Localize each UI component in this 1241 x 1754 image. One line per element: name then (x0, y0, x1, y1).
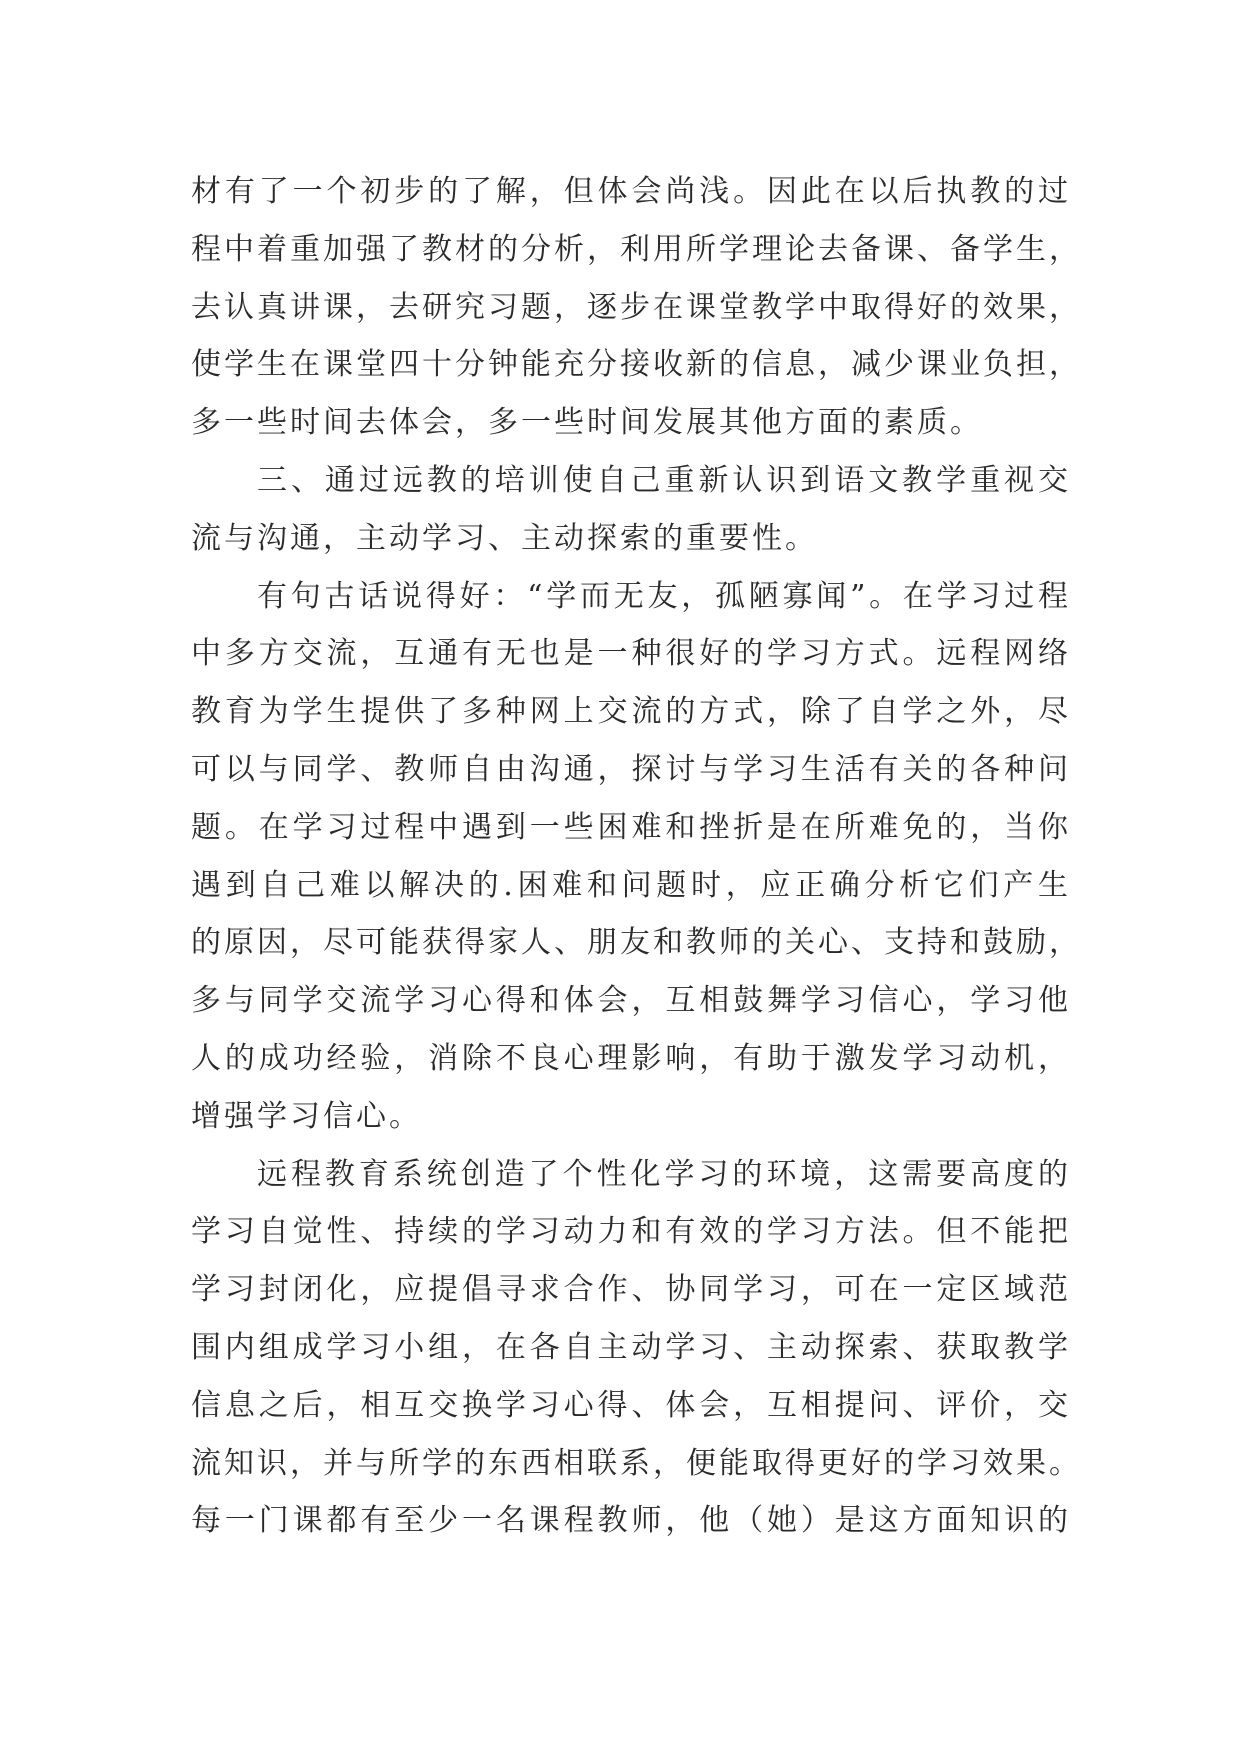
text-line: 多一些时间去体会，多一些时间发展其他方面的素质。 (191, 405, 983, 441)
text-line: 题。在学习过程中遇到一些困难和挫折是在所难免的，当你 (191, 809, 1071, 845)
body-text (191, 163, 1082, 1550)
text-line: 教育为学生提供了多种网上交流的方式，除了自学之外，尽 (191, 694, 1071, 730)
text-line: 增强学习信心。 (191, 1098, 422, 1134)
text-line: 程中着重加强了教材的分析，利用所学理论去备课、备学生， (191, 231, 1082, 267)
text-line: 有句古话说得好：“学而无友，孤陋寡闻”。在学习过程 (257, 578, 1071, 614)
paragraph-1 (191, 163, 1082, 452)
text-line: 中多方交流，互通有无也是一种很好的学习方式。远程网络 (191, 636, 1071, 672)
text-line: 流与沟通，主动学习、主动探索的重要性。 (191, 520, 818, 556)
text-line: 每一门课都有至少一名课程教师，他（她）是这方面知识的 (191, 1503, 1071, 1539)
text-line: 三、通过远教的培训使自己重新认识到语文教学重视交 (257, 462, 1071, 498)
text-line: 遇到自己难以解决的.困难和问题时，应正确分析它们产生 (191, 867, 1071, 903)
text-line: 流知识，并与所学的东西相联系，便能取得更好的学习效果。 (191, 1445, 1082, 1481)
paragraph-3 (191, 568, 1082, 1146)
text-line: 多与同学交流学习心得和体会，互相鼓舞学习信心，学习他 (191, 983, 1071, 1019)
text-line: 学习自觉性、持续的学习动力和有效的学习方法。但不能把 (191, 1214, 1071, 1250)
text-line: 材有了一个初步的了解，但体会尚浅。因此在以后执教的过 (191, 174, 1071, 209)
text-line: 去认真讲课，去研究习题，逐步在课堂教学中取得好的效果， (191, 289, 1082, 325)
text-line: 围内组成学习小组，在各自主动学习、主动探索、获取教学 (191, 1329, 1071, 1365)
text-line: 远程教育系统创造了个性化学习的环境，这需要高度的 (257, 1156, 1071, 1192)
text-line: 人的成功经验，消除不良心理影响，有助于激发学习动机， (191, 1040, 1071, 1076)
paragraph-2 (191, 452, 1071, 568)
text-line: 可以与同学、教师自由沟通，探讨与学习生活有关的各种问 (191, 751, 1071, 787)
paragraph-4 (191, 1146, 1082, 1551)
text-line: 学习封闭化，应提倡寻求合作、协同学习，可在一定区域范 (191, 1272, 1071, 1308)
text-line: 信息之后，相互交换学习心得、体会，互相提问、评价，交 (191, 1387, 1071, 1423)
text-line: 使学生在课堂四十分钟能充分接收新的信息，减少课业负担， (191, 347, 1082, 383)
text-line: 的原因，尽可能获得家人、朋友和教师的关心、支持和鼓励， (191, 925, 1082, 961)
